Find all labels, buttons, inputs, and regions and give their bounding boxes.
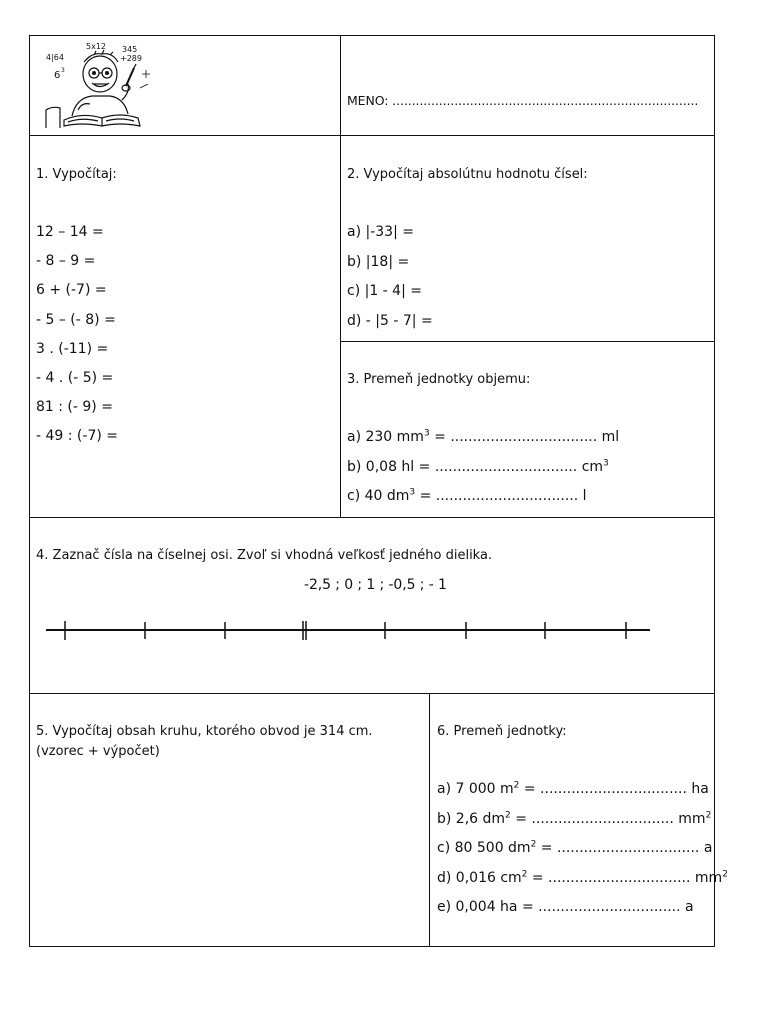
- doodle-text: 345: [122, 45, 138, 54]
- conversion-value: e) 0,004 ha =: [437, 899, 539, 915]
- task2-expression: d) - |5 - 7| =: [347, 312, 433, 329]
- answer-blank[interactable]: ................................: [538, 899, 685, 915]
- task1-expression: 12 – 14 =: [36, 224, 104, 240]
- conversion-value: b) 0,08 hl =: [347, 458, 435, 475]
- task6-conversion: [437, 781, 709, 797]
- target-unit: ml: [601, 429, 620, 445]
- task1-expression: 6 + (-7) =: [36, 282, 107, 299]
- exponent: 2: [722, 868, 728, 879]
- answer-blank[interactable]: = ................................: [415, 488, 583, 504]
- task6-conversion: [437, 899, 694, 915]
- exponent: 2: [513, 780, 520, 791]
- name-field[interactable]: ...............................................................................: [392, 93, 699, 108]
- task6-conversion: [437, 811, 711, 827]
- task1-title: 1. Vypočítaj:: [36, 167, 117, 182]
- answer-blank[interactable]: = .................................: [429, 429, 602, 445]
- answer-blank[interactable]: = ................................: [510, 810, 679, 827]
- student-illustration: [42, 40, 157, 132]
- conversion-value: c) 40 dm: [347, 488, 410, 504]
- exponent: 2: [521, 868, 528, 879]
- column-divider: [340, 35, 341, 517]
- answer-blank[interactable]: = ................................: [527, 869, 695, 886]
- task2-expression: c) |1 - 4| =: [347, 283, 422, 299]
- task3-conversion: [347, 459, 609, 475]
- doodle-text: +289: [120, 54, 142, 63]
- target-unit: ha: [691, 781, 709, 797]
- task1-expression: 81 : (- 9) =: [36, 399, 113, 416]
- task6-conversion: [437, 840, 712, 856]
- exponent: 2: [530, 839, 537, 850]
- name-label: MENO: ...............................................................................: [347, 93, 699, 108]
- target-unit: mm: [694, 869, 723, 886]
- task1-expression: - 5 – (- 8) =: [36, 311, 116, 328]
- number-line[interactable]: [46, 619, 652, 643]
- target-unit: cm: [581, 458, 604, 475]
- task1-expression: - 49 : (-7) =: [36, 428, 118, 445]
- doodle-text: 6: [54, 70, 61, 81]
- conversion-value: d) 0,016 cm: [437, 869, 522, 886]
- column-divider: [429, 693, 430, 947]
- target-unit: l: [582, 488, 587, 504]
- conversion-value: b) 2,6 dm: [437, 810, 506, 827]
- doodle-text: 3: [61, 67, 65, 74]
- answer-blank[interactable]: = .................................: [519, 781, 692, 797]
- task3-conversion: [347, 488, 587, 504]
- answer-blank[interactable]: = ................................: [536, 840, 704, 856]
- task1-expression: - 4 . (- 5) =: [36, 370, 114, 386]
- task3-title: 3. Premeň jednotky objemu:: [347, 372, 531, 387]
- answer-blank[interactable]: ................................: [434, 458, 582, 475]
- conversion-value: a) 230 mm: [347, 429, 424, 445]
- row-divider: [29, 135, 715, 136]
- task2-title: 2. Vypočítaj absolútnu hodnotu čísel:: [347, 167, 588, 182]
- task4-title: 4. Zaznač čísla na číselnej osi. Zvoľ si vhodná veľkosť jedného dielika.: [36, 548, 493, 563]
- task6-conversion: [437, 870, 728, 886]
- task1-expression: 3 . (-11) =: [36, 340, 109, 357]
- task3-conversion: [347, 429, 619, 445]
- doodle-text: 4|64: [46, 53, 64, 62]
- task6-title: 6. Premeň jednotky:: [437, 724, 567, 739]
- exponent: 3: [409, 487, 416, 498]
- task4-numbers: -2,5 ; 0 ; 1 ; -0,5 ; - 1: [304, 577, 447, 593]
- target-unit: a: [685, 899, 694, 915]
- task1-expression: - 8 – 9 =: [36, 253, 96, 270]
- target-unit: mm: [678, 810, 706, 827]
- row-divider: [29, 693, 715, 694]
- row-divider: [29, 517, 715, 518]
- task2-expression: b) |18| =: [347, 253, 410, 270]
- row-divider: [340, 341, 715, 342]
- conversion-value: c) 80 500 dm: [437, 840, 531, 856]
- exponent: 2: [705, 809, 712, 820]
- task2-expression: a) |-33| =: [347, 224, 414, 240]
- exponent: 3: [423, 428, 430, 439]
- doodle-text: 5x12: [86, 42, 107, 51]
- target-unit: a: [703, 840, 713, 856]
- conversion-value: a) 7 000 m: [437, 781, 514, 797]
- task5-title: 5. Vypočítaj obsah kruhu, ktorého obvod je 314 cm.: [36, 724, 373, 739]
- exponent: 2: [505, 809, 511, 820]
- exponent: 3: [603, 457, 609, 468]
- task5-subtitle: (vzorec + výpočet): [36, 744, 160, 759]
